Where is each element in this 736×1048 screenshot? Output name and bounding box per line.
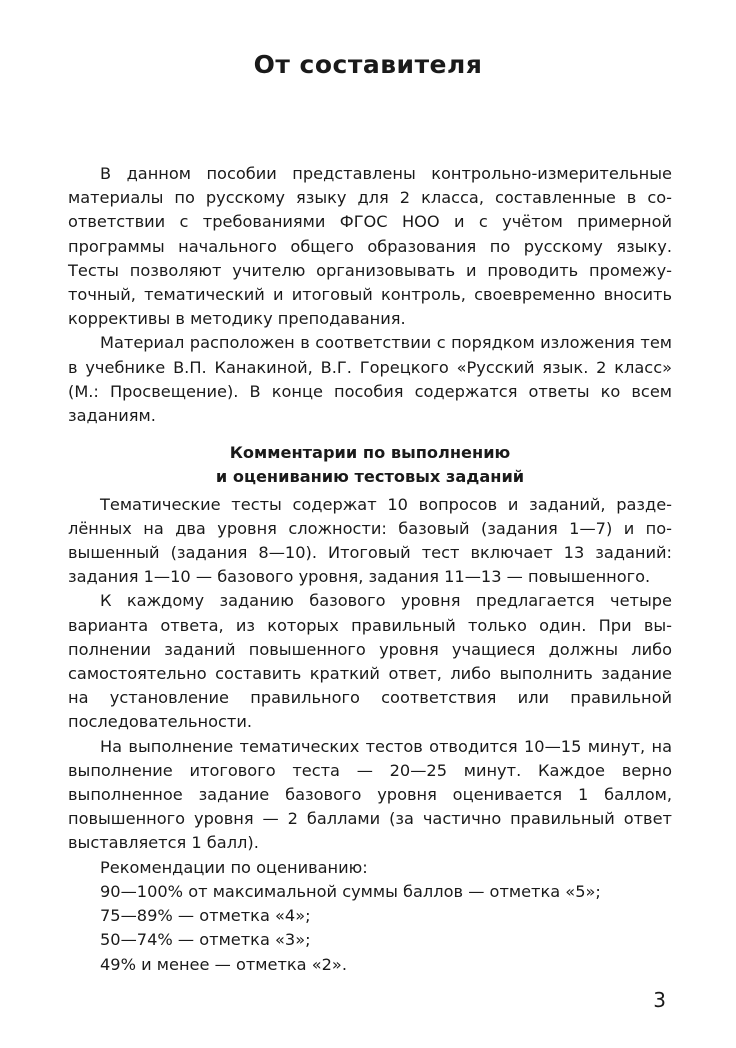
intro-paragraph: Материал расположен в соответствии с порядком изложения тем в учебнике В.П. Канакиной, В.Г. Горецкого «Русский язык. 2 класс» (М.: Просвещение). В конце пособия содержатся ответы ко всем заданиям. xyxy=(68,333,672,426)
section-heading-line: и оцениванию тестовых заданий xyxy=(215,467,525,487)
section-paragraph: На выполнение тематических тестов отводится 10—15 минут, на выполнение итогового теста — 20—25 минут. Каждое верно выполненное задание базового уровня оценивается 1 баллом, повышенного уровня — 2 баллами (за частично правильный ответ выставляется 1 балл). xyxy=(68,736,672,853)
grade-line: 75—89% — отметка «4»; xyxy=(100,906,311,926)
page-content xyxy=(68,162,672,977)
intro-paragraph: В данном пособии представлены контрольно-измерительные материалы по русскому языку для 2 класса, составленные в соответствии с требованиями ФГОС НОО и с учётом примерной программы начального общего образования по русскому языку. Тесты позволяют учителю организовывать и проводить промежуточный, тематический и итоговый контроль, своевременно вносить коррективы в методику преподавания. xyxy=(68,164,672,329)
page-number: 3 xyxy=(653,988,666,1012)
grade-line: 49% и менее — отметка «2». xyxy=(100,954,347,974)
page-title: От составителя xyxy=(253,50,483,79)
section-heading-line: Комментарии по выполнению xyxy=(229,443,511,463)
recommendations-title: Рекомендации по оцениванию: xyxy=(100,857,368,877)
grade-line: 50—74% — отметка «3»; xyxy=(100,930,311,950)
grade-line: 90—100% от максимальной суммы баллов — отметка «5»; xyxy=(100,881,601,901)
section-paragraph: К каждому заданию базового уровня предлагается четыре варианта ответа, из которых правильный только один. При выполнении заданий повышенного уровня учащиеся должны либо самостоятельно составить краткий ответ, либо выполнить задание на установление правильного соответствия или правильной последовательности. xyxy=(68,591,672,732)
section-paragraph: Тематические тесты содержат 10 вопросов и заданий, разделённых на два уровня сложности: базовый (задания 1—7) и повышенный (задания 8—10). Итоговый тест включает 13 заданий: задания 1—10 — базового уровня, задания 11—13 — повышенного. xyxy=(68,494,672,587)
section-heading xyxy=(68,441,672,489)
